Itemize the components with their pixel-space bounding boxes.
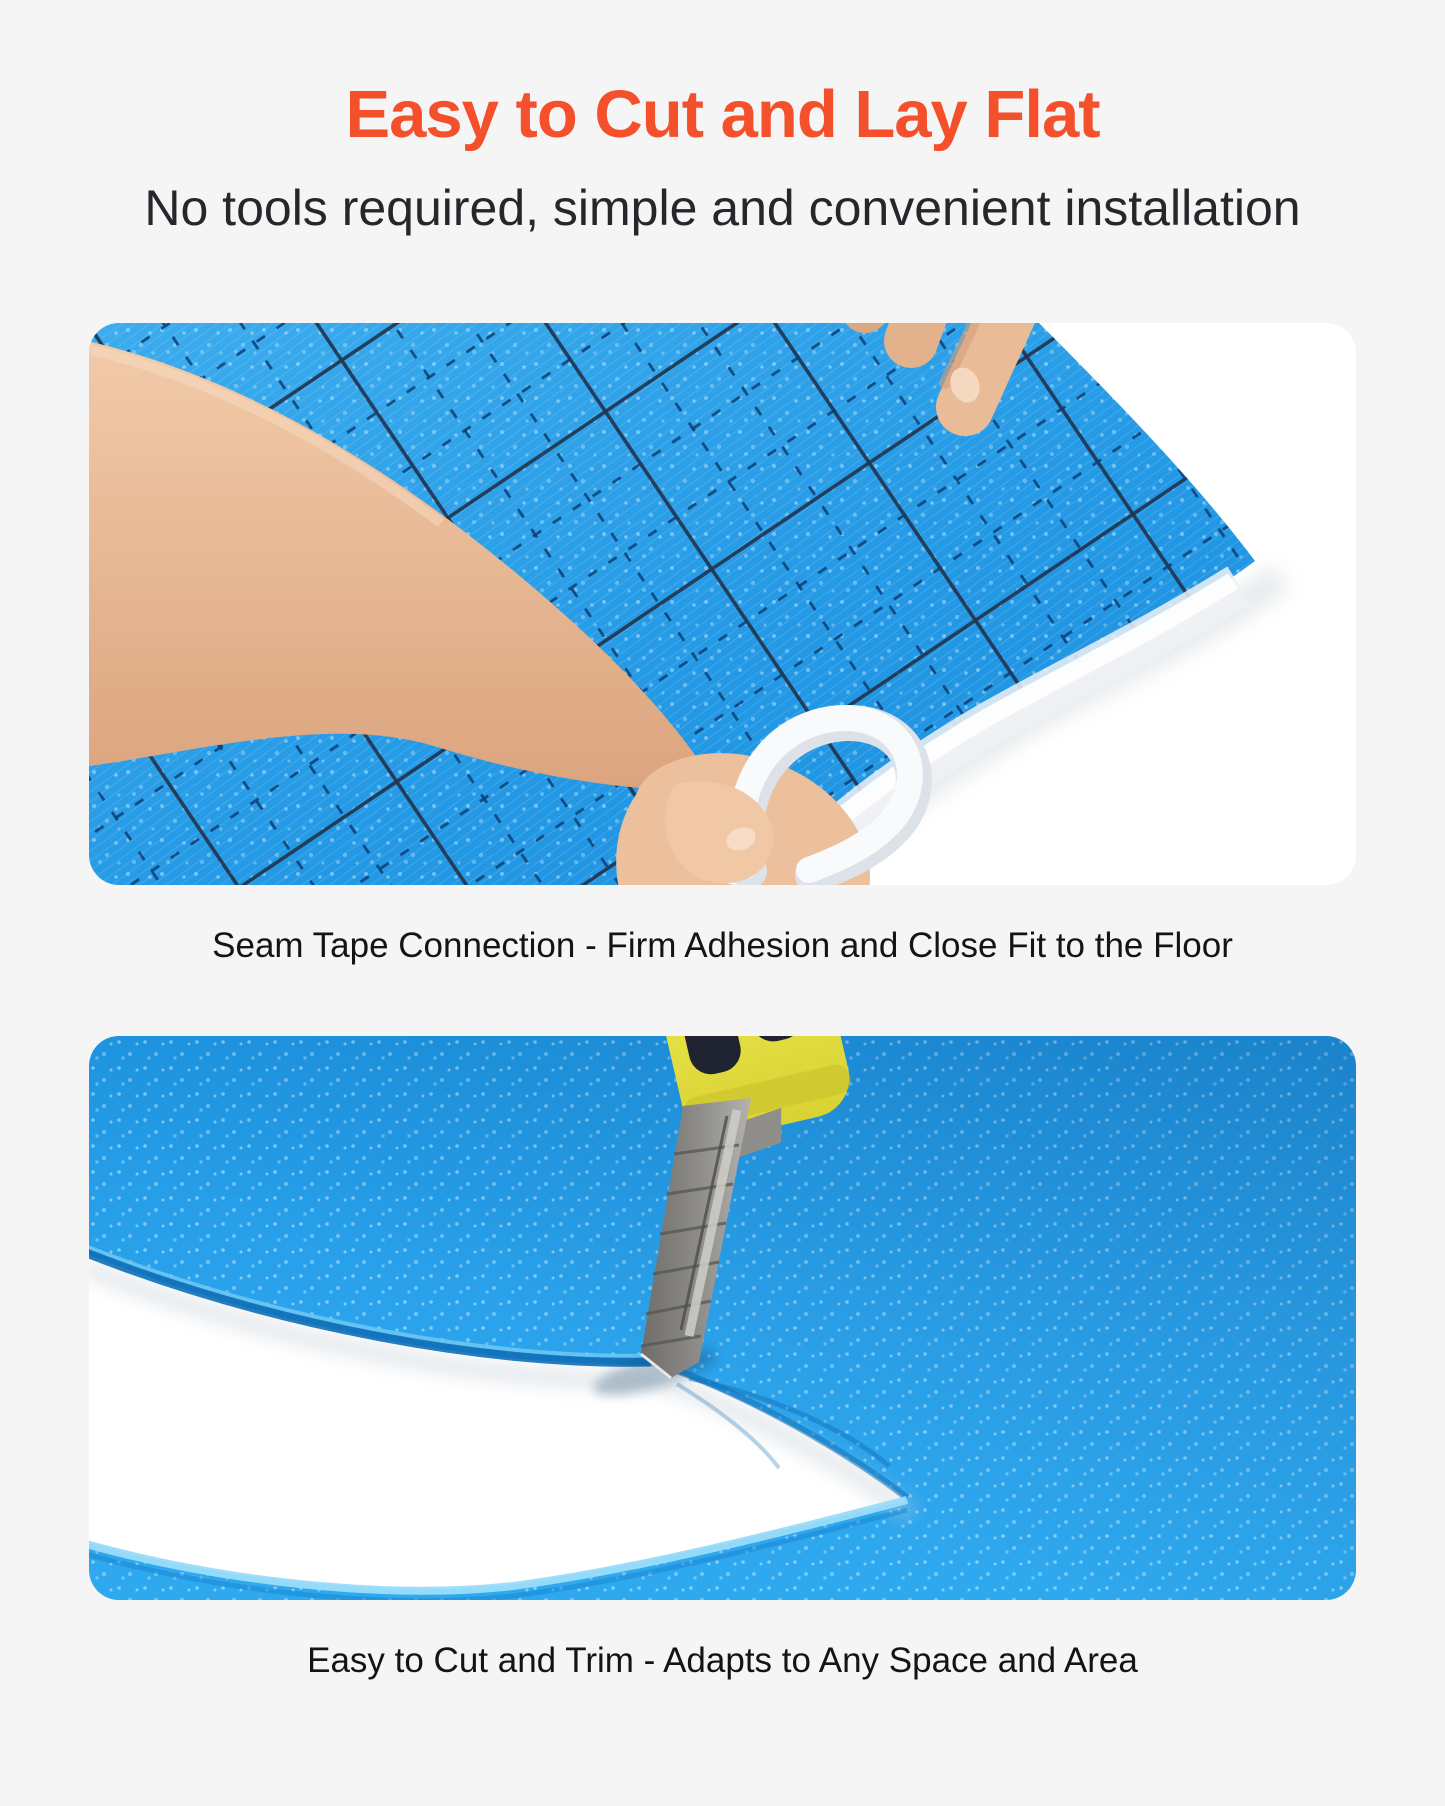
cutting-illustration bbox=[89, 1036, 1356, 1600]
page-subtitle: No tools required, simple and convenient installation bbox=[144, 180, 1301, 236]
photo-cutting-knife bbox=[89, 1036, 1356, 1600]
caption-cutting: Easy to Cut and Trim - Adapts to Any Space and Area bbox=[307, 1641, 1138, 1680]
page-title: Easy to Cut and Lay Flat bbox=[345, 77, 1100, 152]
caption-seam-tape: Seam Tape Connection - Firm Adhesion and Close Fit to the Floor bbox=[212, 926, 1233, 965]
seam-tape-illustration bbox=[89, 323, 1356, 885]
photo-seam-tape bbox=[89, 323, 1356, 885]
